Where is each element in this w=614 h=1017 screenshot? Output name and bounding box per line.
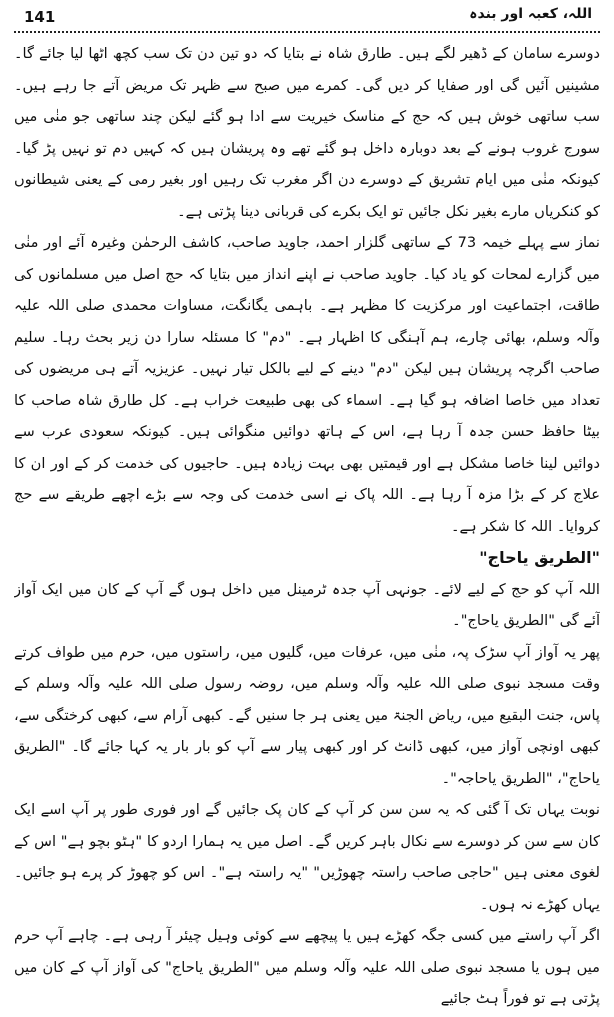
header-divider [14,31,600,33]
section-heading: "الطریق یاحاج" [479,548,600,567]
paragraph: نماز سے پہلے خیمہ 73 کے ساتھی گلزار احمد، جاوید صاحب، کاشف الرحمٰن وغیرہ آئے اور منٰی میں گزارے لمحات کو یاد کیا۔ جاوید صاحب نے اپنے انداز میں بتایا کہ حج اصل میں مسلمانوں کی طاقت، اجتماعیت اور مرکزیت کا مظہر ہے۔ باہمی یگانگت، مساوات محمدی صلی اللہ علیہ وآلہ وسلم، بھائی چارے، ہم آہنگی کا اظہار ہے۔ "دم" کا مسئلہ سارا دن زیر بحث رہا۔ سلیم صاحب اگرچہ پریشان ہیں لیکن "دم" دینے کے لیے بالکل تیار نہیں۔ عزیزیہ آتے ہی مریضوں کی تعداد میں خاصا اضافہ ہو گیا ہے۔ اسماء کی بھی طبیعت خراب ہے۔ کل طارق شاہ صاحب کا بیٹا حافظ حسن جدہ آ رہا ہے، اس کے ہاتھ دوائیں منگوائی ہیں۔ کیونکہ سعودی عرب سے دوائیں لینا خاصا مشکل ہے اور قیمتیں بھی بہت زیادہ ہیں۔ حاجیوں کی خدمت کر کے اور ان کا علاج کر کے بڑا مزہ آ رہا ہے۔ اللہ پاک نے اسی خدمت کی وجہ سے بڑے اچھے طریقے سے حج کروایا۔ اللہ کا شکر ہے۔ [14,234,600,535]
page-number: 141 [24,8,56,26]
paragraph: دوسرے سامان کے ڈھیر لگے ہیں۔ طارق شاہ نے بتایا کہ دو تین دن تک سب کچھ اٹھا لیا جائے گا۔ مشینیں آئیں گی اور صفایا کر دیں گی۔ کمرے میں صبح سے ظہر تک مریض آتے جا رہے ہیں۔ سب ساتھی خوش ہیں کہ حج کے مناسک خیریت سے ادا ہو گئے لیکن چند ساتھی جو منٰی میں سورج غروب ہونے کے بعد دوبارہ داخل ہو گئے تھے وہ پریشان ہیں کہ کہیں دم تو نہیں پڑ گیا۔ کیونکہ منٰی میں ایام تشریق کے دوسرے دن اگر مغرب تک رہیں اور بغیر رمی کے یعنی شیطانوں کو کنکریاں مارے بغیر نکل جائیں تو ایک بکرے کی قربانی دینا پڑتی ہے۔ [14,45,600,220]
paragraph: اگر آپ راستے میں کسی جگہ کھڑے ہیں یا پیچھے سے کوئی وہیل چیئر آ رہی ہے۔ چاہے آپ حرم میں ہوں یا مسجد نبوی صلی اللہ علیہ وآلہ وسلم میں "الطریق یاحاج" کی آواز آپ کے کان میں پڑتی ہے تو فوراً ہٹ جائیے [14,927,600,1007]
paragraph: پھر یہ آواز آپ سڑک پہ، منٰی میں، عرفات میں، گلیوں میں، راستوں میں، حرم میں طواف کرتے وقت مسجد نبوی صلی اللہ علیہ وآلہ وسلم میں، روضہ رسول صلی اللہ علیہ وآلہ وسلم کے پاس، جنت البقیع میں، ریاض الجنۃ میں یعنی ہر جا سنیں گے۔ کبھی آرام سے، کبھی کرختگی سے، کبھی اونچی آواز میں، کبھی ڈانٹ کر اور کبھی پیار سے آپ کو بار بار یہ کہا جائے گا۔ "الطریق یاحاج"، "الطریق یاحاجہ"۔ [14,643,600,787]
paragraph: نوبت یہاں تک آ گئی کہ یہ سن سن کر آپ کے کان پک جائیں گے اور فوری طور پر آپ اسے ایک کان سے سن کر دوسرے سے نکال باہر کریں گے۔ اصل میں یہ ہمارا اردو کا "ہٹو بچو ہے" اس کے لغوی معنی ہیں "حاجی صاحب راستہ چھوڑیں" "یہ راستہ ہے"۔ اس کو چھوڑ کر پرے ہو جائیں۔ یہاں کھڑے نہ ہوں۔ [14,801,600,913]
running-header-title: اللہ، کعبہ اور بندہ [469,6,592,22]
body-text [14,38,600,1007]
paragraph: اللہ آپ کو حج کے لیے لائے۔ جونہی آپ جدہ ٹرمینل میں داخل ہوں گے آپ کے کان میں ایک آواز آئے گی "الطریق یاحاج"۔ [14,580,600,629]
